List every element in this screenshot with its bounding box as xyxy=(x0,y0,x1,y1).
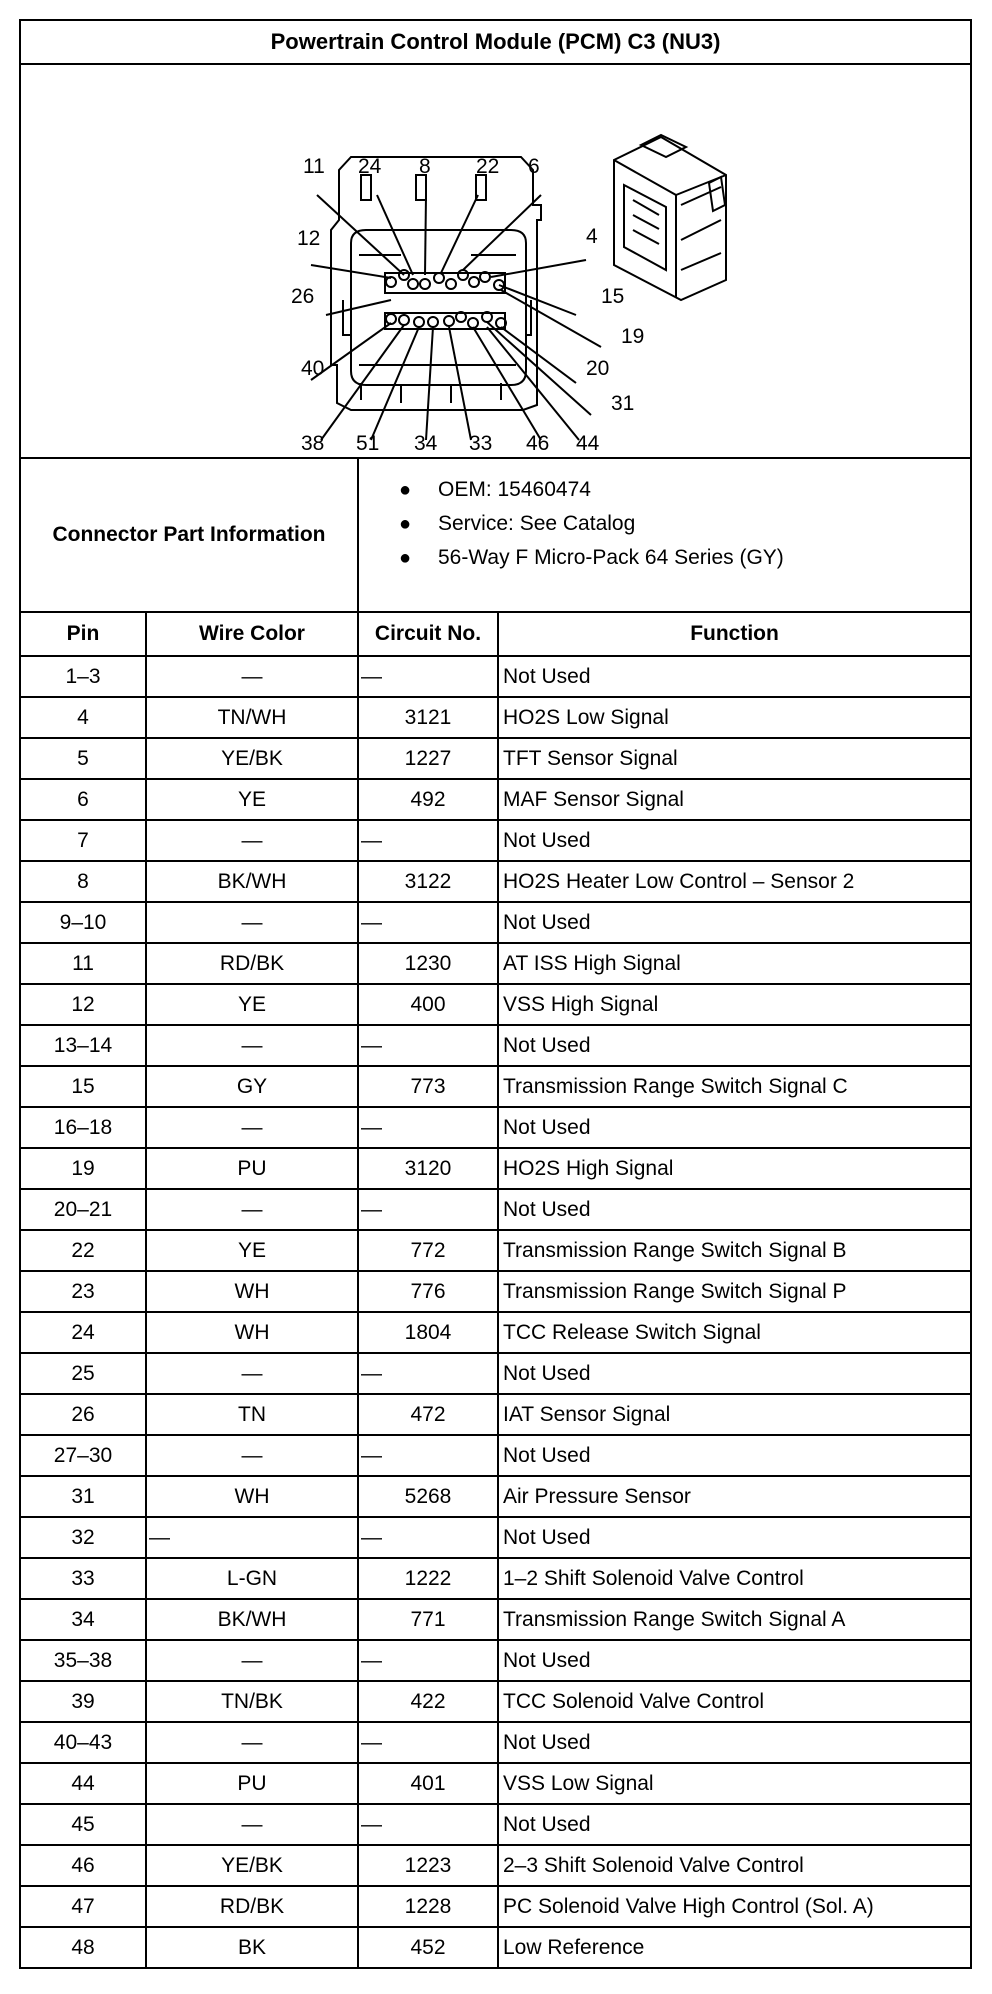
table-row xyxy=(20,1066,971,1107)
cell-function: Not Used xyxy=(498,656,971,697)
cell-function: IAT Sensor Signal xyxy=(498,1394,971,1435)
cell-wire-color: WH xyxy=(146,1476,358,1517)
cell-circuit-no: 1227 xyxy=(358,738,498,779)
cell-pin: 24 xyxy=(20,1312,146,1353)
cell-pin: 5 xyxy=(20,738,146,779)
table-header-row xyxy=(20,612,971,656)
bullet-icon: ● xyxy=(399,547,412,569)
cell-function: Not Used xyxy=(498,1435,971,1476)
cell-wire-color: RD/BK xyxy=(146,943,358,984)
cell-wire-color: — xyxy=(146,820,358,861)
cell-pin: 9–10 xyxy=(20,902,146,943)
table-row xyxy=(20,738,971,779)
cell-pin: 34 xyxy=(20,1599,146,1640)
cell-circuit-no: 452 xyxy=(358,1927,498,1968)
bullet-icon: ● xyxy=(399,479,412,501)
cell-pin: 40–43 xyxy=(20,1722,146,1763)
cell-wire-color: — xyxy=(146,1107,358,1148)
pin-label: 26 xyxy=(291,285,315,308)
cell-function: HO2S High Signal xyxy=(498,1148,971,1189)
cell-pin: 1–3 xyxy=(20,656,146,697)
cell-pin: 27–30 xyxy=(20,1435,146,1476)
table-row xyxy=(20,656,971,697)
cell-function: Not Used xyxy=(498,1722,971,1763)
pin-label: 33 xyxy=(469,432,493,453)
cell-circuit-no: — xyxy=(358,1435,498,1476)
header-pin: Pin xyxy=(20,612,146,656)
table-row xyxy=(20,902,971,943)
cell-wire-color: PU xyxy=(146,1148,358,1189)
pin-label: 11 xyxy=(303,155,325,178)
cell-pin: 6 xyxy=(20,779,146,820)
cell-function: Air Pressure Sensor xyxy=(498,1476,971,1517)
cell-wire-color: BK/WH xyxy=(146,1599,358,1640)
cell-circuit-no: 1223 xyxy=(358,1845,498,1886)
table-row xyxy=(20,984,971,1025)
table-row xyxy=(20,1148,971,1189)
table-row xyxy=(20,1107,971,1148)
cell-circuit-no: 1230 xyxy=(358,943,498,984)
cell-circuit-no: — xyxy=(358,1722,498,1763)
cell-wire-color: PU xyxy=(146,1763,358,1804)
cell-function: Transmission Range Switch Signal A xyxy=(498,1599,971,1640)
cell-function: Not Used xyxy=(498,1189,971,1230)
cell-function: HO2S Low Signal xyxy=(498,697,971,738)
pin-label: 40 xyxy=(301,357,325,380)
cell-function: AT ISS High Signal xyxy=(498,943,971,984)
cell-pin: 31 xyxy=(20,1476,146,1517)
table-row xyxy=(20,943,971,984)
cell-function: TFT Sensor Signal xyxy=(498,738,971,779)
table-row xyxy=(20,1517,971,1558)
cell-wire-color: YE xyxy=(146,779,358,820)
pin-label: 6 xyxy=(528,155,540,178)
cell-pin: 13–14 xyxy=(20,1025,146,1066)
cell-function: 2–3 Shift Solenoid Valve Control xyxy=(498,1845,971,1886)
table-row xyxy=(20,1558,971,1599)
cell-function: TCC Solenoid Valve Control xyxy=(498,1681,971,1722)
cell-pin: 25 xyxy=(20,1353,146,1394)
cell-wire-color: WH xyxy=(146,1312,358,1353)
pin-label: 51 xyxy=(356,432,380,453)
cell-function: Not Used xyxy=(498,1025,971,1066)
cell-circuit-no: 773 xyxy=(358,1066,498,1107)
cell-wire-color: YE/BK xyxy=(146,1845,358,1886)
cell-circuit-no: 401 xyxy=(358,1763,498,1804)
cell-function: MAF Sensor Signal xyxy=(498,779,971,820)
table-row xyxy=(20,1640,971,1681)
table-row xyxy=(20,1927,971,1968)
cell-wire-color: TN/BK xyxy=(146,1681,358,1722)
cell-circuit-no: — xyxy=(358,1107,498,1148)
cell-pin: 35–38 xyxy=(20,1640,146,1681)
cell-circuit-no: — xyxy=(358,1517,498,1558)
pin-label: 12 xyxy=(297,227,321,250)
cell-wire-color: RD/BK xyxy=(146,1886,358,1927)
cell-circuit-no: — xyxy=(358,1353,498,1394)
cell-wire-color: YE/BK xyxy=(146,738,358,779)
table-row xyxy=(20,1435,971,1476)
pin-label: 46 xyxy=(526,432,550,453)
cell-wire-color: BK xyxy=(146,1927,358,1968)
cell-pin: 16–18 xyxy=(20,1107,146,1148)
cell-wire-color: — xyxy=(146,1517,358,1558)
pin-label: 31 xyxy=(611,392,635,415)
cell-pin: 8 xyxy=(20,861,146,902)
pin-label: 19 xyxy=(621,325,645,348)
table-row xyxy=(20,1886,971,1927)
connector-info-item: ● OEM: 15460474 xyxy=(399,473,970,507)
cell-function: Not Used xyxy=(498,1353,971,1394)
cell-wire-color: — xyxy=(146,1722,358,1763)
connector-drawing xyxy=(21,65,968,453)
cell-pin: 33 xyxy=(20,1558,146,1599)
cell-pin: 48 xyxy=(20,1927,146,1968)
cell-function: Not Used xyxy=(498,1517,971,1558)
pin-label: 4 xyxy=(586,225,598,248)
cell-function: Not Used xyxy=(498,820,971,861)
table-row xyxy=(20,1476,971,1517)
cell-function: Not Used xyxy=(498,902,971,943)
cell-circuit-no: — xyxy=(358,820,498,861)
table-row xyxy=(20,1271,971,1312)
cell-function: Not Used xyxy=(498,1107,971,1148)
cell-circuit-no: 1228 xyxy=(358,1886,498,1927)
cell-wire-color: — xyxy=(146,1025,358,1066)
cell-circuit-no: — xyxy=(358,902,498,943)
cell-function: VSS High Signal xyxy=(498,984,971,1025)
cell-function: Transmission Range Switch Signal B xyxy=(498,1230,971,1271)
cell-function: Not Used xyxy=(498,1640,971,1681)
cell-circuit-no: 1222 xyxy=(358,1558,498,1599)
cell-circuit-no: 422 xyxy=(358,1681,498,1722)
cell-circuit-no: 3122 xyxy=(358,861,498,902)
cell-circuit-no: 3120 xyxy=(358,1148,498,1189)
cell-pin: 32 xyxy=(20,1517,146,1558)
table-row xyxy=(20,1353,971,1394)
cell-wire-color: — xyxy=(146,1435,358,1476)
cell-circuit-no: 492 xyxy=(358,779,498,820)
pin-label: 8 xyxy=(419,155,431,178)
cell-function: 1–2 Shift Solenoid Valve Control xyxy=(498,1558,971,1599)
header-function: Function xyxy=(498,612,971,656)
cell-pin: 46 xyxy=(20,1845,146,1886)
cell-wire-color: — xyxy=(146,1804,358,1845)
connector-info-item: ● Service: See Catalog xyxy=(399,507,970,541)
cell-wire-color: — xyxy=(146,902,358,943)
cell-circuit-no: — xyxy=(358,656,498,697)
cell-circuit-no: 472 xyxy=(358,1394,498,1435)
table-row xyxy=(20,1599,971,1640)
table-row xyxy=(20,861,971,902)
cell-pin: 39 xyxy=(20,1681,146,1722)
pin-label: 22 xyxy=(476,155,500,178)
pin-label: 15 xyxy=(601,285,625,308)
cell-function: Transmission Range Switch Signal C xyxy=(498,1066,971,1107)
cell-function: TCC Release Switch Signal xyxy=(498,1312,971,1353)
table-row xyxy=(20,1722,971,1763)
cell-wire-color: — xyxy=(146,1353,358,1394)
cell-pin: 20–21 xyxy=(20,1189,146,1230)
table-row xyxy=(20,1804,971,1845)
cell-circuit-no: 771 xyxy=(358,1599,498,1640)
cell-function: Low Reference xyxy=(498,1927,971,1968)
table-row xyxy=(20,1189,971,1230)
cell-pin: 45 xyxy=(20,1804,146,1845)
connector-info-item: ● 56-Way F Micro-Pack 64 Series (GY) xyxy=(399,541,970,575)
cell-wire-color: L-GN xyxy=(146,1558,358,1599)
cell-pin: 4 xyxy=(20,697,146,738)
cell-circuit-no: — xyxy=(358,1640,498,1681)
cell-circuit-no: 3121 xyxy=(358,697,498,738)
cell-wire-color: — xyxy=(146,1640,358,1681)
cell-pin: 12 xyxy=(20,984,146,1025)
document-title: Powertrain Control Module (PCM) C3 (NU3) xyxy=(20,20,971,64)
cell-pin: 23 xyxy=(20,1271,146,1312)
cell-function: VSS Low Signal xyxy=(498,1763,971,1804)
cell-function: Not Used xyxy=(498,1804,971,1845)
table-row xyxy=(20,1394,971,1435)
cell-wire-color: — xyxy=(146,1189,358,1230)
cell-pin: 15 xyxy=(20,1066,146,1107)
header-wire-color: Wire Color xyxy=(146,612,358,656)
pin-label: 44 xyxy=(576,432,600,453)
bullet-icon: ● xyxy=(399,513,412,535)
cell-wire-color: YE xyxy=(146,1230,358,1271)
cell-wire-color: TN/WH xyxy=(146,697,358,738)
cell-pin: 44 xyxy=(20,1763,146,1804)
pin-label: 34 xyxy=(414,432,438,453)
connector-diagram xyxy=(20,64,971,458)
table-row xyxy=(20,820,971,861)
table-row xyxy=(20,779,971,820)
table-row xyxy=(20,1681,971,1722)
pinout-document xyxy=(19,19,970,1969)
cell-circuit-no: 776 xyxy=(358,1271,498,1312)
cell-function: PC Solenoid Valve High Control (Sol. A) xyxy=(498,1886,971,1927)
cell-wire-color: WH xyxy=(146,1271,358,1312)
connector-info-list xyxy=(358,458,971,612)
cell-function: Transmission Range Switch Signal P xyxy=(498,1271,971,1312)
cell-circuit-no: 1804 xyxy=(358,1312,498,1353)
cell-pin: 22 xyxy=(20,1230,146,1271)
connector-photo xyxy=(614,135,726,300)
table-row xyxy=(20,1025,971,1066)
cell-function: HO2S Heater Low Control – Sensor 2 xyxy=(498,861,971,902)
connector-outline xyxy=(331,157,541,410)
cell-circuit-no: — xyxy=(358,1025,498,1066)
cell-circuit-no: 400 xyxy=(358,984,498,1025)
cell-pin: 11 xyxy=(20,943,146,984)
cell-circuit-no: 5268 xyxy=(358,1476,498,1517)
cell-wire-color: TN xyxy=(146,1394,358,1435)
cell-pin: 7 xyxy=(20,820,146,861)
cell-wire-color: — xyxy=(146,656,358,697)
table-row xyxy=(20,697,971,738)
cell-wire-color: YE xyxy=(146,984,358,1025)
table-row xyxy=(20,1230,971,1271)
header-circuit-no: Circuit No. xyxy=(358,612,498,656)
pinout-table xyxy=(19,19,972,1969)
connector-info-label: Connector Part Information xyxy=(20,458,358,612)
cell-pin: 26 xyxy=(20,1394,146,1435)
cell-circuit-no: 772 xyxy=(358,1230,498,1271)
cell-pin: 19 xyxy=(20,1148,146,1189)
cell-wire-color: BK/WH xyxy=(146,861,358,902)
pin-label: 38 xyxy=(301,432,325,453)
pin-label: 24 xyxy=(358,155,382,178)
cell-wire-color: GY xyxy=(146,1066,358,1107)
cell-pin: 47 xyxy=(20,1886,146,1927)
cell-circuit-no: — xyxy=(358,1189,498,1230)
table-row xyxy=(20,1763,971,1804)
cell-circuit-no: — xyxy=(358,1804,498,1845)
table-row xyxy=(20,1845,971,1886)
table-row xyxy=(20,1312,971,1353)
pin-label: 20 xyxy=(586,357,610,380)
